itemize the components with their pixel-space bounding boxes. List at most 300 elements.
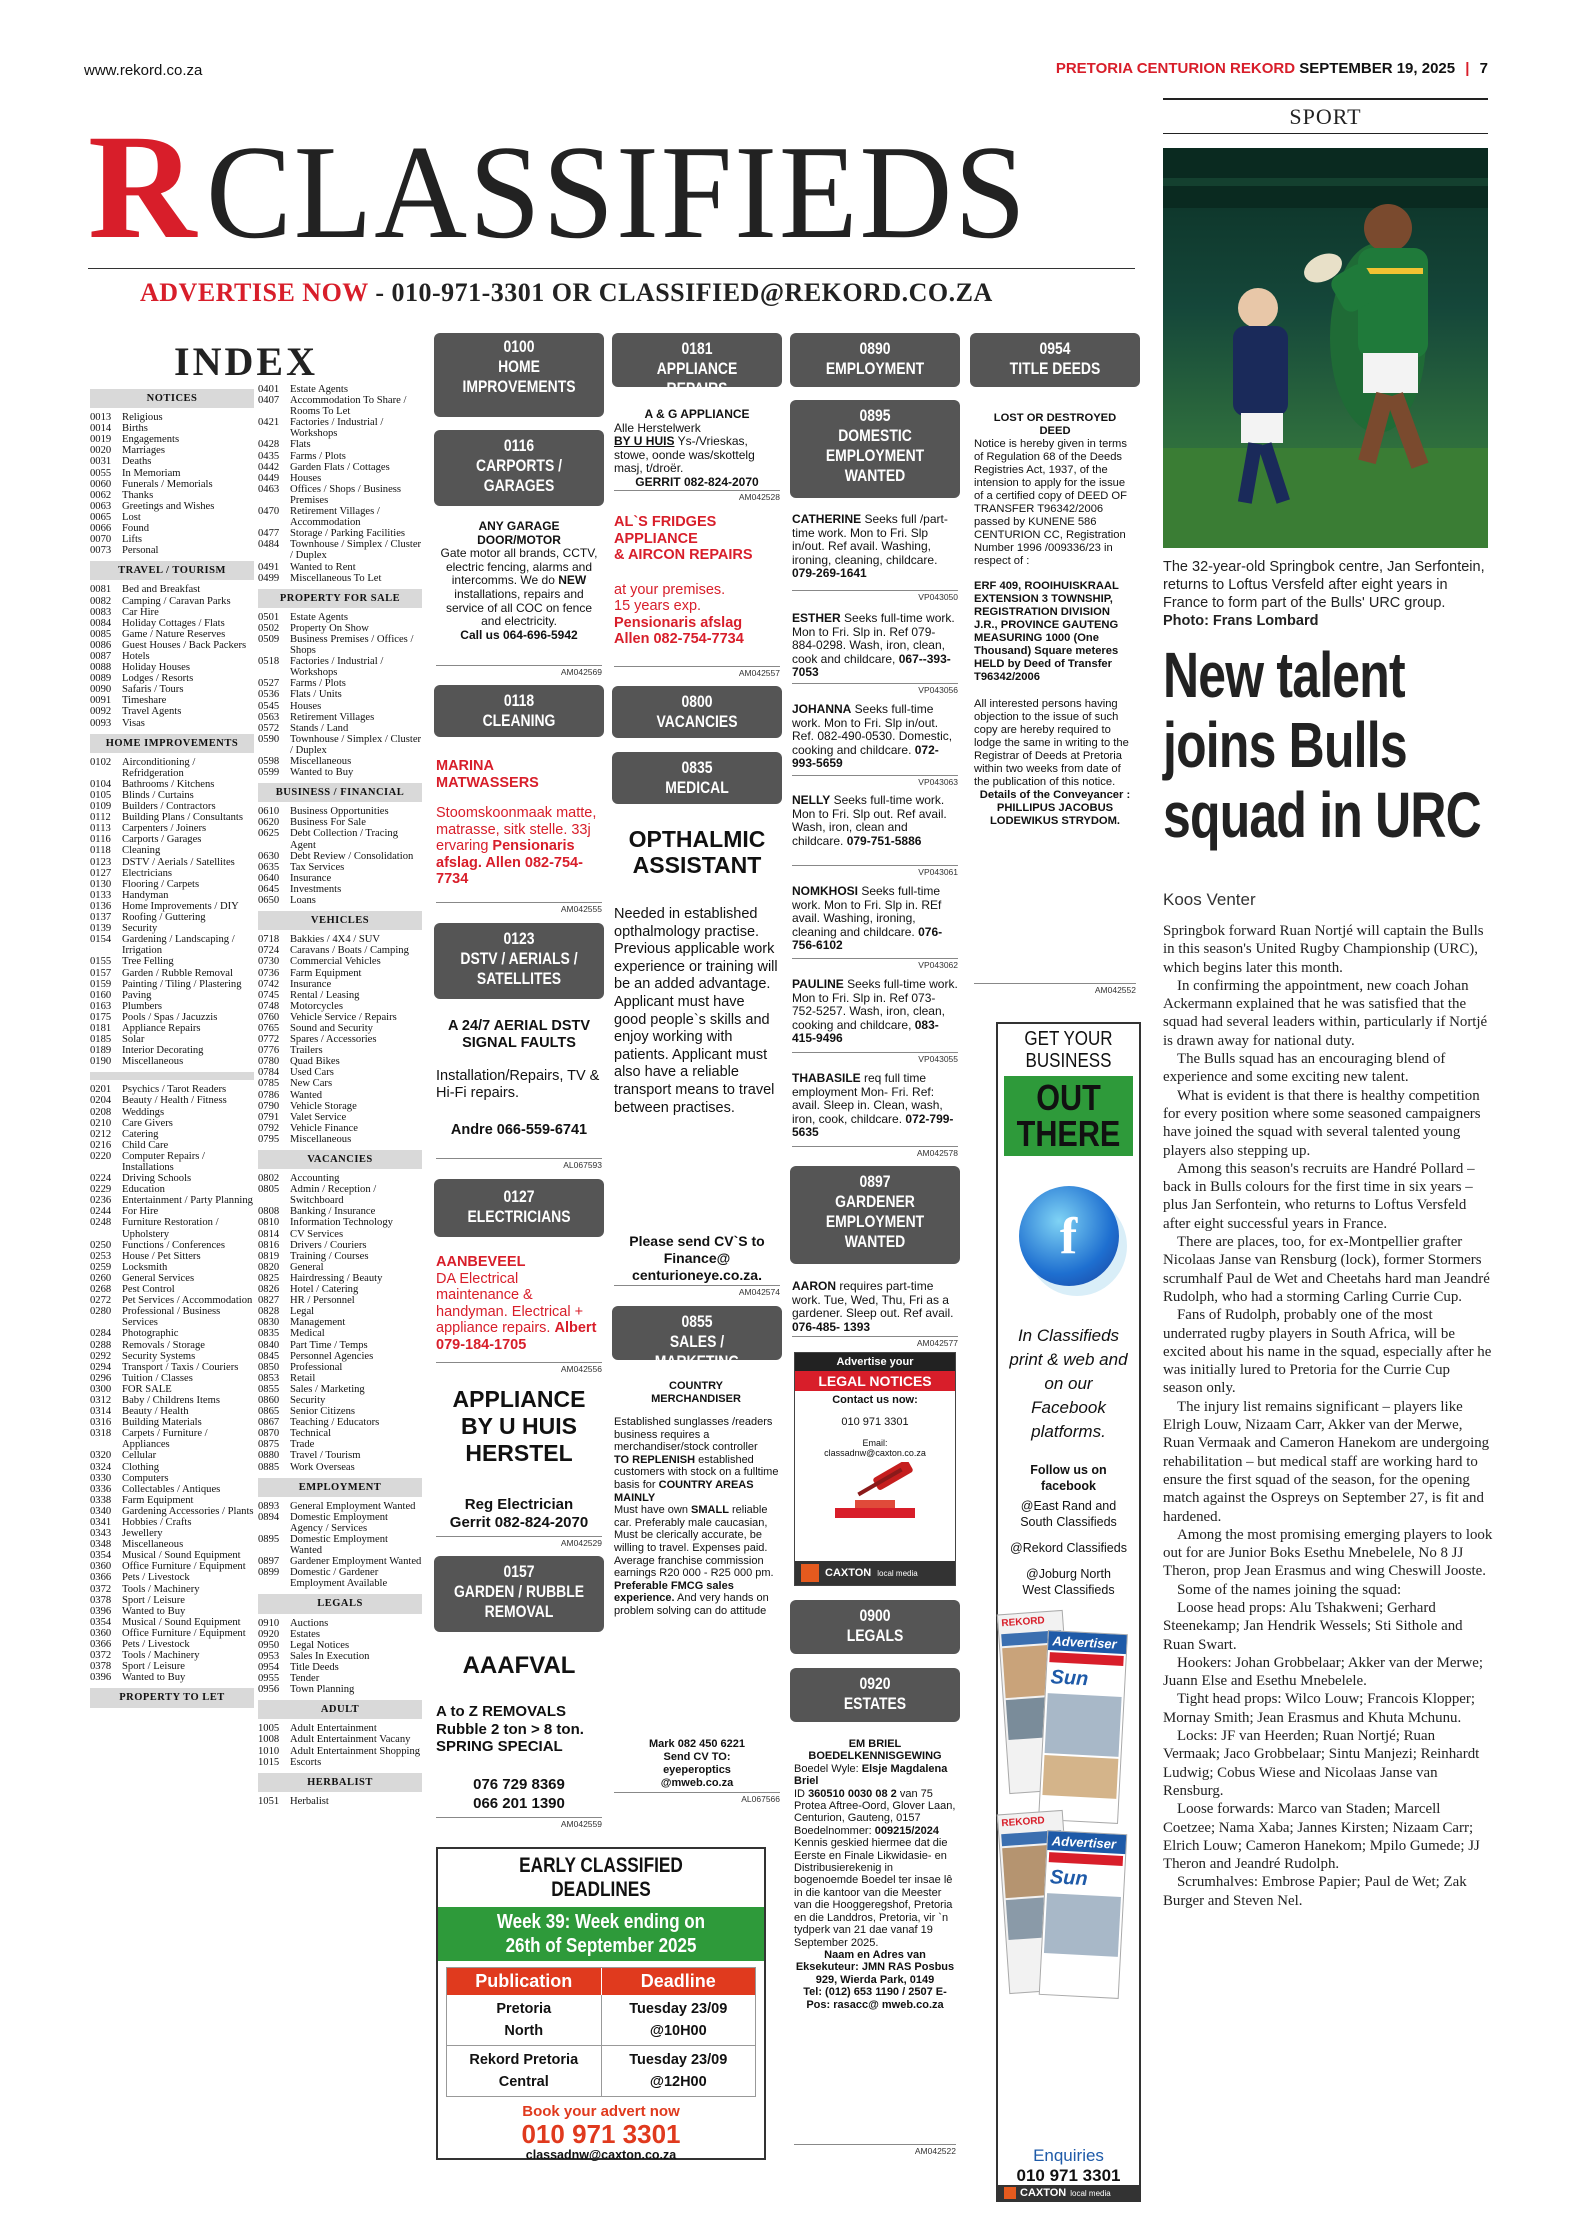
- index-entry-label: Quad Bikes: [290, 1056, 340, 1068]
- article-paragraph: The injury list remains significant – players like Elrigh Louw, Nizaam Carr, Akker van der Merwe, Ruan Vermaak and Cameron Hanekom are undergoing rehabilitation – but medical staff are working hard to ensure the first squad of the season, for the opening match against the Ospreys on September 27, is fit and hardened.: [1163, 1398, 1490, 1525]
- index-entry: [90, 1023, 254, 1034]
- index-entry-label: Personal: [122, 545, 159, 557]
- index-entry-label: Sport / Leisure: [122, 1661, 185, 1673]
- article-paragraph: Loose forwards: Marco van Staden; Marcell Coetzee; Nama Xaba; Jannes Kirsten; Nizaam Carr; Elrich Louw; Cameron Hanekom; Mpilo Gumede; JJ Theron and Jeandré Rudolph.: [1163, 1801, 1480, 1873]
- index-entry: [90, 1262, 254, 1273]
- index-entry-code: 0825: [258, 1272, 280, 1284]
- domestic-wanted-ad-ref: VP043062: [792, 958, 958, 970]
- index-entry: [258, 462, 422, 473]
- article-paragraph: Tight head props: Wilco Louw; Francois Klopper; Mornay Smith; Jean Erasmus and Khuta Mchunu.: [1163, 1691, 1476, 1726]
- index-entry: [90, 1550, 254, 1561]
- domestic-wanted-ad-ref: AM042578: [792, 1146, 958, 1158]
- index-entry-code: 0372: [90, 1583, 112, 1595]
- index-entry: [90, 1140, 254, 1151]
- index-entry-code: 0748: [258, 1000, 280, 1012]
- sport-rule-top: [1163, 98, 1488, 100]
- index-entry-label: Functions / Conferences: [122, 1239, 225, 1251]
- masthead-title: CLASSIFIEDS: [206, 118, 1028, 266]
- index-entry: [258, 756, 422, 767]
- index-entry: [258, 395, 422, 417]
- index-column-2: [258, 384, 422, 1807]
- index-entry-code: 0819: [258, 1250, 280, 1262]
- marina-ad-ref: AM042555: [436, 902, 602, 914]
- index-section-header: TRAVEL / TOURISM: [90, 561, 254, 580]
- index-entry-label: Beauty / Health / Fitness: [122, 1095, 227, 1107]
- index-entry: [258, 439, 422, 450]
- header-separator: |: [1465, 60, 1470, 77]
- garage-ad: [436, 520, 602, 642]
- index-entry-code: 0343: [90, 1528, 112, 1540]
- index-entry-code: 0792: [258, 1122, 280, 1134]
- index-entry: [258, 689, 422, 700]
- marina-ad: MARINA MATWASSERS Stoomskoonmaak matte, matrasse, sitk stelle. 33j ervaring Pensionaris afslag. Allen 082-754-7734: [436, 758, 597, 887]
- index-entry: [90, 1650, 254, 1661]
- article-paragraph: The Bulls squad has an encouraging blend of experience and some exciting new talent.: [1163, 1051, 1446, 1086]
- index-entry: [90, 845, 254, 856]
- index-entry-code: 1008: [258, 1734, 280, 1746]
- index-entry-label: Deaths: [122, 456, 152, 468]
- index-entry-label: Catering: [122, 1128, 159, 1140]
- index-entry-code: 0772: [258, 1034, 280, 1046]
- index-entry: [258, 1273, 422, 1284]
- article-paragraph: Among the most promising emerging players to look out for are Junior Boks Esethu Mnebelele, No 8 JJ Theron, prop Jean Erasmus and wing Cheswill Jooste.: [1163, 1526, 1493, 1580]
- index-entry-code: 0105: [90, 790, 112, 801]
- index-entry: [90, 445, 254, 456]
- index-entry: [90, 1384, 254, 1395]
- index-entry-label: Bathrooms / Kitchens: [122, 778, 215, 790]
- index-entry-code: 0366: [90, 1639, 112, 1651]
- index-entry-code: 0590: [258, 733, 280, 745]
- index-entry: [90, 1034, 254, 1045]
- index-entry-label: Garden Flats / Cottages: [290, 461, 390, 473]
- index-entry-code: 0814: [258, 1228, 280, 1240]
- index-entry-code: 0875: [258, 1439, 280, 1451]
- index-entry-label: Information Technology: [290, 1217, 393, 1229]
- index-entry-label: Home Improvements / DIY: [122, 900, 239, 912]
- index-entry-code: 0955: [258, 1673, 280, 1685]
- index-entry: [90, 596, 254, 607]
- index-entry: [258, 1395, 422, 1406]
- index-entry-code: 0104: [90, 778, 112, 790]
- index-entry-code: 0065: [90, 511, 112, 523]
- index-entry-code: 0324: [90, 1461, 112, 1473]
- index-entry: [258, 1034, 422, 1045]
- index-entry-label: Collectables / Antiques: [122, 1483, 221, 1495]
- index-entry: [90, 879, 254, 890]
- category-header-0800: 0800 VACANCIES: [612, 686, 782, 738]
- index-entry-label: Accounting: [290, 1173, 340, 1185]
- index-entry: [90, 673, 254, 684]
- index-entry-label: Miscellaneous: [290, 756, 352, 767]
- getad-page-2: @Rekord Classifieds: [1010, 1541, 1127, 1555]
- index-entry: [90, 1473, 254, 1484]
- index-entry-label: Wanted to Buy: [122, 1672, 186, 1684]
- index-entry-label: General: [290, 1261, 324, 1273]
- index-entry-label: Title Deeds: [290, 1661, 339, 1673]
- index-entry: [258, 1240, 422, 1251]
- index-entry: [258, 1101, 422, 1112]
- index-entry-code: 0118: [90, 845, 111, 857]
- index-entry: [258, 1340, 422, 1351]
- index-entry-code: 0640: [258, 872, 280, 884]
- getad-page-3: @Joburg North West Classifieds: [1022, 1567, 1115, 1597]
- index-entry: [258, 1512, 422, 1534]
- index-entry-label: New Cars: [290, 1078, 333, 1090]
- index-entry-label: Loans: [290, 895, 316, 907]
- index-entry: [90, 1661, 254, 1672]
- getad-page-1: @East Rand and South Classifieds: [1020, 1499, 1117, 1529]
- lost-deed-notice: LOST OR DESTROYED DEED Notice is hereby given in terms of Regulation 68 of the Deeds Registries Act, 1937, of the intension to apply for the issue of a certified copy of DEED OF TRANSFER T96342/2006 passed by KUNENE 586 CENTURION CC, Registration Number 1996 /009336/23 in respect of : ERF 409, ROOIHUISKRAAL EXTENSION 3 TOWNSHIP, REGISTRATION DIVISION J.R., PROVINCE GAUTENG MEASURING 1000 (One Thousand) Square meteres HELD by Deed of Transfer T96342/2006 All interested persons having objection to the issue of such copy are hereby required to lodge the same in writing to the Registrar of Deeds at Pretoria within two weeks from date of the publication of this notice. Details of the Conveyancer : PHILLIPUS JACOBUS LODEWIKUS STRYDOM.: [974, 412, 1131, 827]
- deadlines-row: Pretoria North Tuesday 23/09 @10H00: [447, 1995, 755, 2046]
- index-entry: [90, 1672, 254, 1683]
- deadlines-title: EARLY CLASSIFIED DEADLINES: [519, 1854, 683, 1901]
- index-entry: [258, 873, 422, 884]
- index-entry: [258, 956, 422, 967]
- index-entry-code: 0421: [258, 417, 280, 429]
- index-entry-label: Clothing: [122, 1461, 160, 1473]
- getad-enquiries: Enquiries: [1033, 2146, 1104, 2165]
- index-entry-label: Tender: [290, 1673, 320, 1685]
- index-entry-label: Valet Service: [290, 1111, 347, 1123]
- index-entry: [258, 1045, 422, 1056]
- index-entry-label: Care Givers: [122, 1117, 173, 1129]
- index-entry-label: Debt Review / Consolidation: [290, 850, 414, 862]
- index-entry-label: Guest Houses / Back Packers: [122, 639, 247, 651]
- index-entry-code: 0330: [90, 1472, 112, 1484]
- index-entry-code: 0816: [258, 1239, 280, 1251]
- index-entry: [90, 1561, 254, 1572]
- index-entry-label: Paving: [122, 989, 152, 1001]
- index-entry-label: Trade: [290, 1439, 315, 1451]
- index-entry: [258, 451, 422, 462]
- index-entry-label: Travel Agents: [122, 706, 182, 718]
- index-entry-code: 0780: [258, 1056, 280, 1068]
- index-entry-code: 0855: [258, 1383, 280, 1395]
- index-entry: [90, 834, 254, 845]
- index-entry-code: 0784: [258, 1067, 280, 1079]
- index-entry-code: 0745: [258, 989, 280, 1001]
- index-entry: [258, 1217, 422, 1228]
- index-entry: [90, 584, 254, 595]
- index-entry-label: Gardener Employment Wanted: [290, 1556, 422, 1568]
- index-entry: [258, 1439, 422, 1450]
- index-entry: [90, 706, 254, 717]
- index-entry-code: 0055: [90, 467, 112, 479]
- index-entry-code: 0920: [258, 1628, 280, 1640]
- index-entry-code: 0491: [258, 561, 280, 573]
- index-entry-label: Photographic: [122, 1328, 179, 1340]
- index-entry-code: 0845: [258, 1350, 280, 1362]
- appliance-herstel-ref: AM042529: [436, 1536, 602, 1548]
- index-section-header: LEGALS: [258, 1594, 422, 1613]
- rugby-action-photo: [1163, 148, 1488, 548]
- index-entry-code: 0139: [90, 923, 112, 935]
- index-entry: [90, 512, 254, 523]
- index-entry-code: 0880: [258, 1450, 280, 1462]
- index-entry-label: Carpenters / Joiners: [122, 823, 207, 835]
- early-deadlines-box: [436, 1847, 766, 2160]
- article-paragraph: Locks: JF van Heerden; Ruan Nortjé; Ruan Vermaak; Jaco Grobbelaar; Sintu Manjezi; Reinhardt Ludwig; Cobus Wiese and Nicolaas Janse van Rensburg.: [1163, 1728, 1480, 1799]
- aaron-ref: AM042577: [792, 1336, 958, 1348]
- index-entry-label: Business Premises / Offices / Shops: [290, 633, 414, 657]
- index-entry-label: Accommodation To Share / Rooms To Let: [290, 395, 407, 418]
- index-entry: [258, 473, 422, 484]
- index-entry: [258, 884, 422, 895]
- index-entry: [258, 1640, 422, 1651]
- index-entry-code: 0396: [90, 1672, 112, 1684]
- index-entry-label: Retail: [290, 1372, 316, 1384]
- deadlines-email: classadnw@caxton.co.za: [525, 2148, 677, 2162]
- page-number: 7: [1479, 60, 1488, 77]
- category-header-0897: 0897 GARDENER EMPLOYMENT WANTED: [790, 1166, 960, 1264]
- index-entry-code: 0954: [258, 1661, 280, 1673]
- article-paragraph: In confirming the appointment, new coach Johan Ackermann explained that he was satisfied that the squad had several leaders within, particularly if Nortjé is drawn away for national duty.: [1163, 977, 1488, 1049]
- index-entry: [90, 651, 254, 662]
- index-entry: [258, 1673, 422, 1684]
- sport-rule-bottom: [1163, 133, 1488, 134]
- index-entry: [258, 1090, 422, 1101]
- index-entry-label: In Memoriam: [122, 467, 181, 479]
- index-entry-label: Domestic Employment Agency / Services: [290, 1511, 388, 1534]
- advertise-lead: ADVERTISE NOW: [140, 278, 369, 307]
- index-entry-label: Plumbers: [122, 1000, 163, 1012]
- index-entry-label: Musical / Sound Equipment: [122, 1550, 241, 1562]
- index-entry: [90, 1395, 254, 1406]
- index-entry-label: Births: [122, 423, 148, 435]
- country-merch-contact: Mark 082 450 6221 Send CV TO: eyeperoptics @mweb.co.za: [648, 1738, 746, 1789]
- index-entry-code: 0253: [90, 1250, 112, 1262]
- index-entry-label: Computers: [122, 1472, 169, 1484]
- index-entry: [90, 490, 254, 501]
- index-entry-label: Safaris / Tours: [122, 684, 184, 696]
- index-entry: [90, 1340, 254, 1351]
- index-entry-code: 0189: [90, 1045, 112, 1057]
- index-entry-label: Cleaning: [122, 845, 161, 857]
- index-entry-code: 0808: [258, 1206, 280, 1218]
- article-paragraph: There are places, too, for ex-Montpellier grafter Nicolaas Janse van Rensburg (lock), former Stormers scrumhalf Paul de Wet and Cheetahs hard man Jeandré Rudolph, who had a storming Carling Currie Cup.: [1163, 1234, 1490, 1305]
- index-entry: [90, 1495, 254, 1506]
- index-entry-code: 0031: [90, 456, 112, 468]
- index-entry-label: Sport / Leisure: [122, 1594, 185, 1606]
- index-entry-label: Game / Nature Reserves: [122, 628, 226, 640]
- index-entry-code: 0810: [258, 1217, 280, 1229]
- index-entry-code: 0284: [90, 1328, 112, 1340]
- index-entry: [90, 534, 254, 545]
- index-entry-code: 0204: [90, 1095, 112, 1107]
- index-entry: [258, 1328, 422, 1339]
- index-entry-code: 0102: [90, 756, 112, 768]
- index-entry-label: Bakkies / 4X4 / SUV: [290, 934, 381, 946]
- index-entry-label: Farms / Plots: [290, 678, 346, 690]
- index-entry-label: Senior Citizens: [290, 1406, 356, 1418]
- article-headline: New talent joins Bulls squad in URC: [1163, 639, 1481, 851]
- index-entry-label: Airconditioning / Refridgeration: [122, 756, 196, 779]
- index-entry-code: 0220: [90, 1150, 112, 1162]
- opthalmic-cv: Please send CV`S to Finance@ centurioneye.co.za.: [629, 1233, 765, 1283]
- index-entry-code: 0545: [258, 700, 280, 712]
- article-paragraph: Hookers: Johan Grobbelaar; Akker van der Merwe; Juann Else and Esethu Mnebelele.: [1163, 1654, 1483, 1690]
- index-entry: [258, 990, 422, 1001]
- domestic-wanted-ad: PAULINE Seeks full-time work. Mon to Fri. Slp in. Ref 073-752-5257. Wash, iron, clean, cooking and childcare, 083-415-9496: [792, 977, 958, 1046]
- index-entry-code: 0827: [258, 1295, 280, 1307]
- opthalmic-title: OPTHALMIC ASSISTANT: [628, 826, 766, 878]
- index-entry: [258, 817, 422, 828]
- index-entry-code: 0853: [258, 1372, 280, 1384]
- index-entry: [90, 812, 254, 823]
- index-entry-label: Lost: [122, 511, 141, 523]
- index-entry-label: Training / Courses: [290, 1250, 369, 1262]
- index-entry-code: 0894: [258, 1511, 280, 1523]
- index-entry-label: Retirement Villages / Accommodation: [290, 506, 380, 529]
- index-entry-label: Motorcycles: [290, 1000, 343, 1012]
- index-entry-label: Religious: [122, 412, 163, 424]
- index-entry: [90, 990, 254, 1001]
- opthalmic-ref: AM042574: [614, 1285, 780, 1297]
- index-entry-label: HR / Personnel: [290, 1295, 355, 1307]
- caxton-logo-icon: [1004, 2187, 1016, 2199]
- getad-out-there: OUT THERE: [1004, 1076, 1133, 1156]
- index-entry-label: Vehicle Finance: [290, 1122, 358, 1134]
- index-entry-code: 0112: [90, 812, 111, 824]
- index-entry-code: 0316: [90, 1417, 112, 1429]
- getad-brand: CAXTON local media: [998, 2185, 1139, 2201]
- index-entry: [90, 1184, 254, 1195]
- index-entry: [258, 562, 422, 573]
- index-entry: [258, 528, 422, 539]
- index-entry-code: 0372: [90, 1650, 112, 1662]
- index-entry: [258, 1534, 422, 1556]
- index-entry-code: 0224: [90, 1173, 112, 1185]
- index-entry-label: Wanted to Buy: [290, 767, 354, 779]
- index-entry-code: 0157: [90, 967, 112, 979]
- index-entry-code: 0088: [90, 662, 112, 674]
- index-entry-code: 0314: [90, 1406, 112, 1418]
- index-entry-code: 0212: [90, 1128, 112, 1140]
- index-entry: [258, 1134, 422, 1145]
- index-entry: [90, 1217, 254, 1239]
- index-entry: [90, 1118, 254, 1129]
- index-entry-label: Carports / Garages: [122, 834, 202, 846]
- index-entry-label: General Employment Wanted: [290, 1500, 416, 1512]
- index-entry-label: Hairdressing / Beauty: [290, 1272, 383, 1284]
- index-entry: [258, 1067, 422, 1078]
- index-entry-code: 0300: [90, 1383, 112, 1395]
- index-entry: [90, 1012, 254, 1023]
- appliance-herstel-ad: APPLIANCE BY U HUIS HERSTEL: [452, 1386, 586, 1466]
- index-entry-code: 0236: [90, 1195, 112, 1207]
- index-entry-label: Debt Collection / Tracing Agent: [290, 828, 398, 851]
- index-section-header: VACANCIES: [258, 1150, 422, 1169]
- index-entry-label: Sales In Execution: [290, 1650, 370, 1662]
- index-entry: [90, 1517, 254, 1528]
- site-url: www.rekord.co.za: [84, 62, 203, 79]
- index-entry-label: Townhouse / Simplex / Cluster / Duplex: [290, 733, 422, 756]
- index-entry-code: 0190: [90, 1056, 112, 1068]
- index-entry-label: Wanted: [290, 1089, 323, 1101]
- index-entry: [258, 678, 422, 689]
- article-paragraph: Some of the names joining the squad:: [1177, 1581, 1402, 1598]
- index-entry-label: Admin / Reception / Switchboard: [290, 1184, 377, 1207]
- aaafval-phone-2: 066 201 1390: [473, 1795, 565, 1812]
- index-entry: [258, 1450, 422, 1461]
- index-entry: [90, 1173, 254, 1184]
- index-entry-label: Insurance: [290, 978, 332, 990]
- index-entry-label: Removals / Storage: [122, 1339, 205, 1351]
- index-entry-label: Town Planning: [290, 1684, 355, 1696]
- advertise-contact: - 010-971-3301 OR CLASSIFIED@REKORD.CO.ZA: [368, 278, 993, 307]
- index-entry: [90, 1528, 254, 1539]
- index-entry-label: Transport / Taxis / Couriers: [122, 1361, 239, 1373]
- index-entry-label: Factories / Industrial / Workshops: [290, 656, 384, 679]
- domestic-wanted-ad-ref: VP043050: [792, 590, 958, 602]
- index-entry-label: House / Pet Sitters: [122, 1250, 201, 1262]
- index-entry: [258, 1251, 422, 1262]
- index-section-header: [90, 1072, 254, 1080]
- index-entry-code: 0463: [258, 483, 280, 495]
- index-entry-code: 0296: [90, 1372, 112, 1384]
- article-paragraph: What is evident is that there is healthy competition for every position where some seasoned campaigners have joined the squad with several talented young players also stepping up.: [1163, 1087, 1481, 1159]
- index-entry: [258, 979, 422, 990]
- index-entry: [90, 1606, 254, 1617]
- index-entry-code: 0348: [90, 1539, 112, 1551]
- index-entry-code: 0155: [90, 956, 112, 968]
- aaafval-title: AAAFVAL: [462, 1652, 576, 1679]
- index-entry-label: Storage / Parking Facilities: [290, 528, 406, 540]
- index-entry-label: Part Time / Temps: [290, 1339, 368, 1351]
- index-entry: [90, 1373, 254, 1384]
- index-entry-label: Miscellaneous: [122, 1539, 184, 1551]
- index-entry: [258, 539, 422, 561]
- index-entry-code: 0435: [258, 450, 280, 462]
- legal-ad-contact: Contact us now:: [832, 1394, 918, 1406]
- index-section-header: HERBALIST: [258, 1773, 422, 1792]
- index-entry-label: Office Furniture / Equipment: [122, 1561, 246, 1573]
- aaafval-ref: AM042559: [436, 1817, 602, 1829]
- index-entry-code: 0536: [258, 689, 280, 701]
- index-entry-code: 0360: [90, 1561, 112, 1573]
- index-entry: [90, 1428, 254, 1450]
- index-entry-label: Miscellaneous: [122, 1056, 184, 1068]
- domestic-wanted-ad: ESTHER Seeks full-time work. Mon to Fri. Slp in. Ref 079-884-0298. Wash, iron, clean, cook and childcare, 067--393-7053: [792, 611, 955, 680]
- index-entry-code: 0123: [90, 856, 112, 868]
- getad-phone: 010 971 3301: [1016, 2166, 1121, 2185]
- index-entry: [90, 1129, 254, 1140]
- index-entry-code: 0175: [90, 1011, 112, 1023]
- index-entry-code: 0897: [258, 1556, 280, 1568]
- index-entry: [90, 1240, 254, 1251]
- index-entry: [258, 1123, 422, 1134]
- index-entry-code: 0953: [258, 1650, 280, 1662]
- index-entry: [90, 1284, 254, 1295]
- deadlines-col-publication: Publication: [447, 1968, 602, 1995]
- index-entry-label: Pest Control: [122, 1284, 175, 1296]
- index-entry-label: General Services: [122, 1272, 195, 1284]
- index-entry-code: 0163: [90, 1000, 112, 1012]
- index-entry-label: Bed and Breakfast: [122, 584, 201, 596]
- index-entry-label: Interior Decorating: [122, 1045, 204, 1057]
- index-entry: [90, 618, 254, 629]
- index-entry: [90, 779, 254, 790]
- getad-line-2: BUSINESS: [1025, 1050, 1112, 1072]
- index-entry-code: 0089: [90, 673, 112, 685]
- index-entry-code: 0501: [258, 611, 280, 623]
- index-entry: [90, 1406, 254, 1417]
- index-entry-code: 0154: [90, 934, 112, 946]
- index-entry-label: Building Plans / Consultants: [122, 812, 243, 824]
- index-entry-code: 0083: [90, 606, 112, 618]
- getad-italic: In Classifieds print & web and on our Facebook platforms.: [1009, 1326, 1128, 1441]
- index-entry: [258, 1734, 422, 1745]
